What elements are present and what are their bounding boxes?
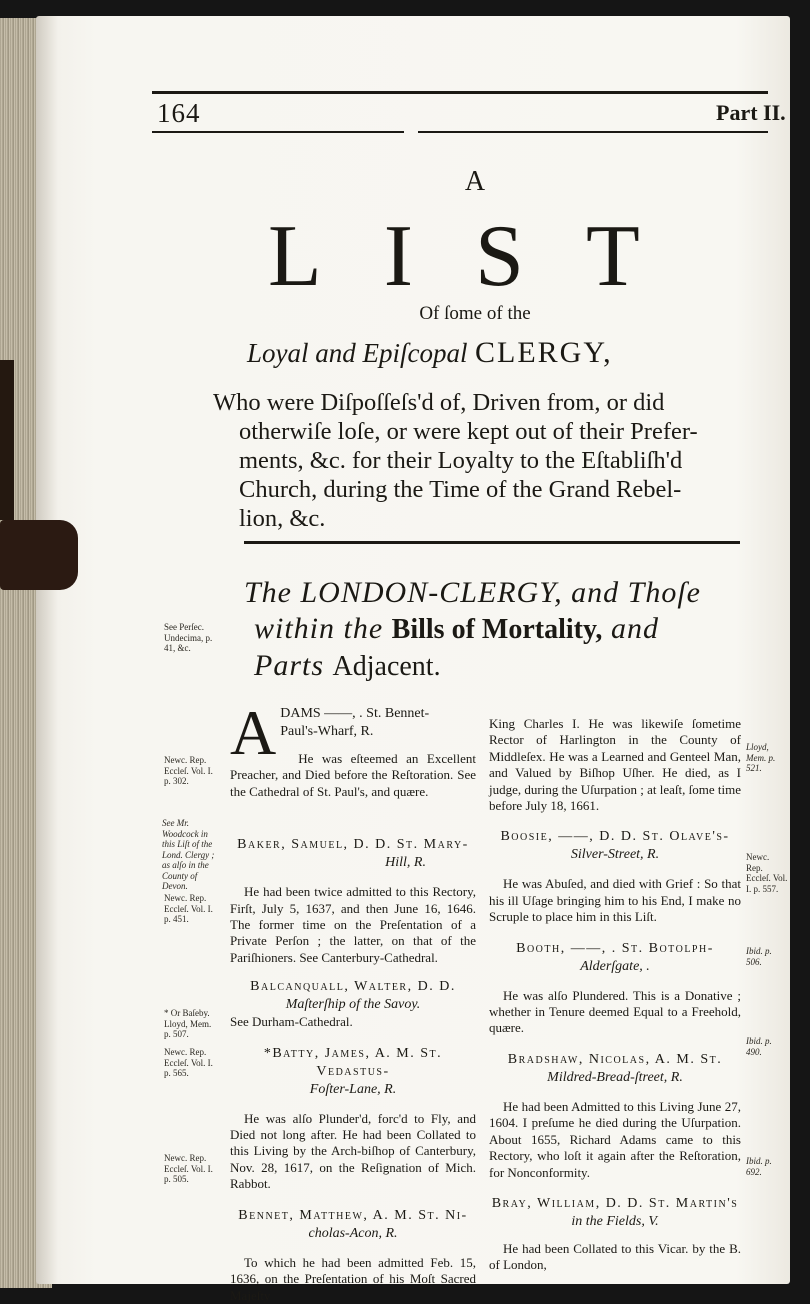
- right-column: [489, 716, 741, 1274]
- margin-note: See Mr. Woodcock in this Liſt of the Lond. Clergy ; as alſo in the County of Devon.: [162, 818, 215, 891]
- margin-note: See Perſec. Undecima, p. 41, &c.: [164, 622, 213, 653]
- entry-baker-head: Baker, Samuel, D. D. St. Mary-: [237, 837, 469, 853]
- entry-balcanquall-text: See Durham-Cathedral.: [230, 1014, 353, 1030]
- margin-note: Newc. Rep. Eccleſ. Vol. I. p. 505.: [164, 1153, 213, 1184]
- section-within: within the: [254, 612, 384, 645]
- entry-bray-head: Bray, William, D. D. St. Martin's: [491, 1195, 739, 1211]
- entry-adams-head2: Paul's-Wharf, R.: [280, 724, 374, 739]
- entry-bray-text: He had been Collated to this Vicar. by the B. of London,: [489, 1240, 741, 1273]
- title-description: [213, 388, 753, 533]
- entry-booth-head2: Alderſgate, .: [580, 958, 650, 974]
- entry-adams-head: DAMS ——, . St. Bennet-: [280, 706, 430, 721]
- left-column: [230, 697, 476, 1304]
- entry-bennet-text: To which he had been admitted Feb. 15, 1636, on the Preſentation of his Moſt Sacred Majeſty: [230, 1254, 476, 1303]
- title-line: lion, &c.: [239, 505, 326, 532]
- entry-bradshaw-head2: Mildred-Bread-ſtreet, R.: [547, 1069, 683, 1085]
- margin-note: Newc. Rep. Eccleſ. Vol. I. p. 565.: [164, 1047, 213, 1078]
- entry-continuation-text: King Charles I. He was likewiſe ſometime Rector of Harlington in the County of Middleſex. He was a Learned and Genteel Man, and Valued by Biſhop Uſher. He died, as I judge, during the Uſurpation ; at leaſt, ſome time before July 18, 1661.: [489, 716, 741, 814]
- section-title-line: [244, 611, 754, 648]
- entry-bennet-head: Bennet, Matthew, A. M. St. Ni-: [238, 1207, 468, 1223]
- book-clasp: [0, 520, 78, 590]
- margin-note: Newc. Rep. Eccleſ. Vol. I. p. 302.: [164, 755, 213, 786]
- title-of-some: Of ſome of the: [419, 303, 531, 324]
- title-clergy: CLERGY,: [474, 336, 613, 369]
- entry-bray-head2: in the Fields, V.: [571, 1213, 659, 1229]
- entry-boosie-head2: Silver-Street, R.: [570, 847, 660, 863]
- margin-note: Ibid. p. 490.: [746, 1036, 772, 1057]
- title-line: ments, &c. for their Loyalty to the Eſtabliſh'd: [239, 447, 683, 474]
- header-rule-right: [418, 131, 768, 133]
- section-title: [244, 575, 754, 685]
- entry-batty-head2: Foſter-Lane, R.: [309, 1081, 397, 1097]
- section-title-line: The LONDON-CLERGY, and Thoſe: [244, 576, 701, 609]
- entry-balcanquall-head: Balcanquall, Walter, D. D.: [250, 979, 456, 995]
- section-title-line: [244, 648, 754, 685]
- entry-boosie-text: He was Abuſed, and died with Grief : So that his ill Uſage bringing him to his End, I make no Scruple to place him in this Liſt.: [489, 876, 741, 925]
- entry-baker-text: He had been twice admitted to this Rectory, Firſt, July 5, 1637, and then June 16, 1646. The former time on the Preſentation of a Private Perſon ; the latter, on that of the Pariſhioners. See Canterbury-Cathedral.: [230, 884, 476, 965]
- entry-bradshaw-text: He had been Admitted to this Living June 27, 1604. I preſume he died during the Uſurpation. About 1655, Richard Adams came to this Rectory, who loſt it again after the Reſtoration, for Nonconformity.: [489, 1098, 741, 1180]
- entry-boosie-head: Boosie, ——, D. D. St. Olave's-: [500, 829, 730, 845]
- entry-bradshaw-head: Bradshaw, Nicolas, A. M. St.: [507, 1051, 723, 1067]
- part-label: Part II.: [716, 100, 786, 125]
- entry-batty-text: He was alſo Plunder'd, forc'd to Fly, and Died not long after. He had been Collated to this Living by the Arch-biſhop of Canterbury, Nov. 28, 1617, on the Reſignation of Mich. Rabbot.: [230, 1110, 476, 1192]
- entry-booth-text: He was alſo Plundered. This is a Donative ; whether in Tenure deemed Equal to a Freehold, quære.: [489, 987, 741, 1036]
- entry-adams-text: He was eſteemed an Excellent Preacher, and Died before the Reſtoration. See the Cathedral of St. Paul's, and quære.: [230, 751, 476, 799]
- drop-cap: A: [230, 697, 277, 768]
- header-rule-left: [152, 131, 404, 133]
- section-bills: Bills of Mortality,: [391, 614, 603, 645]
- margin-note: * Or Baſeby. Lloyd, Mem. p. 507.: [164, 1008, 212, 1039]
- book-strap: [0, 360, 14, 520]
- entry-batty-head: *Batty, James, A. M. St. Vedaſtus-: [263, 1045, 443, 1079]
- title-loyal-clergy: [247, 336, 613, 370]
- margin-note: Lloyd, Mem. p. 521.: [746, 742, 776, 773]
- margin-note: Newc. Rep. Eccleſ. Vol. I. p. 451.: [164, 893, 213, 924]
- margin-note: Ibid. p. 692.: [746, 1156, 772, 1177]
- title-loyal: Loyal and Epiſcopal: [247, 338, 468, 368]
- entry-booth-head: Booth, ——, . St. Botolph-: [516, 940, 714, 956]
- title-line: otherwiſe loſe, or were kept out of their Prefer-: [239, 418, 698, 445]
- title-article: A: [464, 166, 486, 197]
- title-rule: [244, 541, 740, 544]
- entry-baker-head2: Hill, R.: [385, 855, 426, 871]
- title-line: Church, during the Time of the Grand Rebel-: [239, 476, 682, 503]
- page-number: 164: [157, 98, 201, 128]
- title-list: LIST: [268, 208, 702, 305]
- margin-note: Newc. Rep. Eccleſ. Vol. I. p. 557.: [746, 852, 788, 894]
- entry-balcanquall-head2: Maſterſhip of the Savoy.: [285, 997, 421, 1013]
- title-line: Who were Diſpoſſeſs'd of, Driven from, or did: [213, 389, 665, 416]
- margin-note: Ibid. p. 506.: [746, 946, 772, 967]
- section-parts: Parts: [254, 649, 325, 682]
- header-rule-top: [152, 91, 768, 94]
- entry-bennet-head2: cholas-Acon, R.: [308, 1225, 398, 1241]
- section-adjacent: Adjacent.: [332, 651, 441, 682]
- section-and: and: [610, 612, 659, 645]
